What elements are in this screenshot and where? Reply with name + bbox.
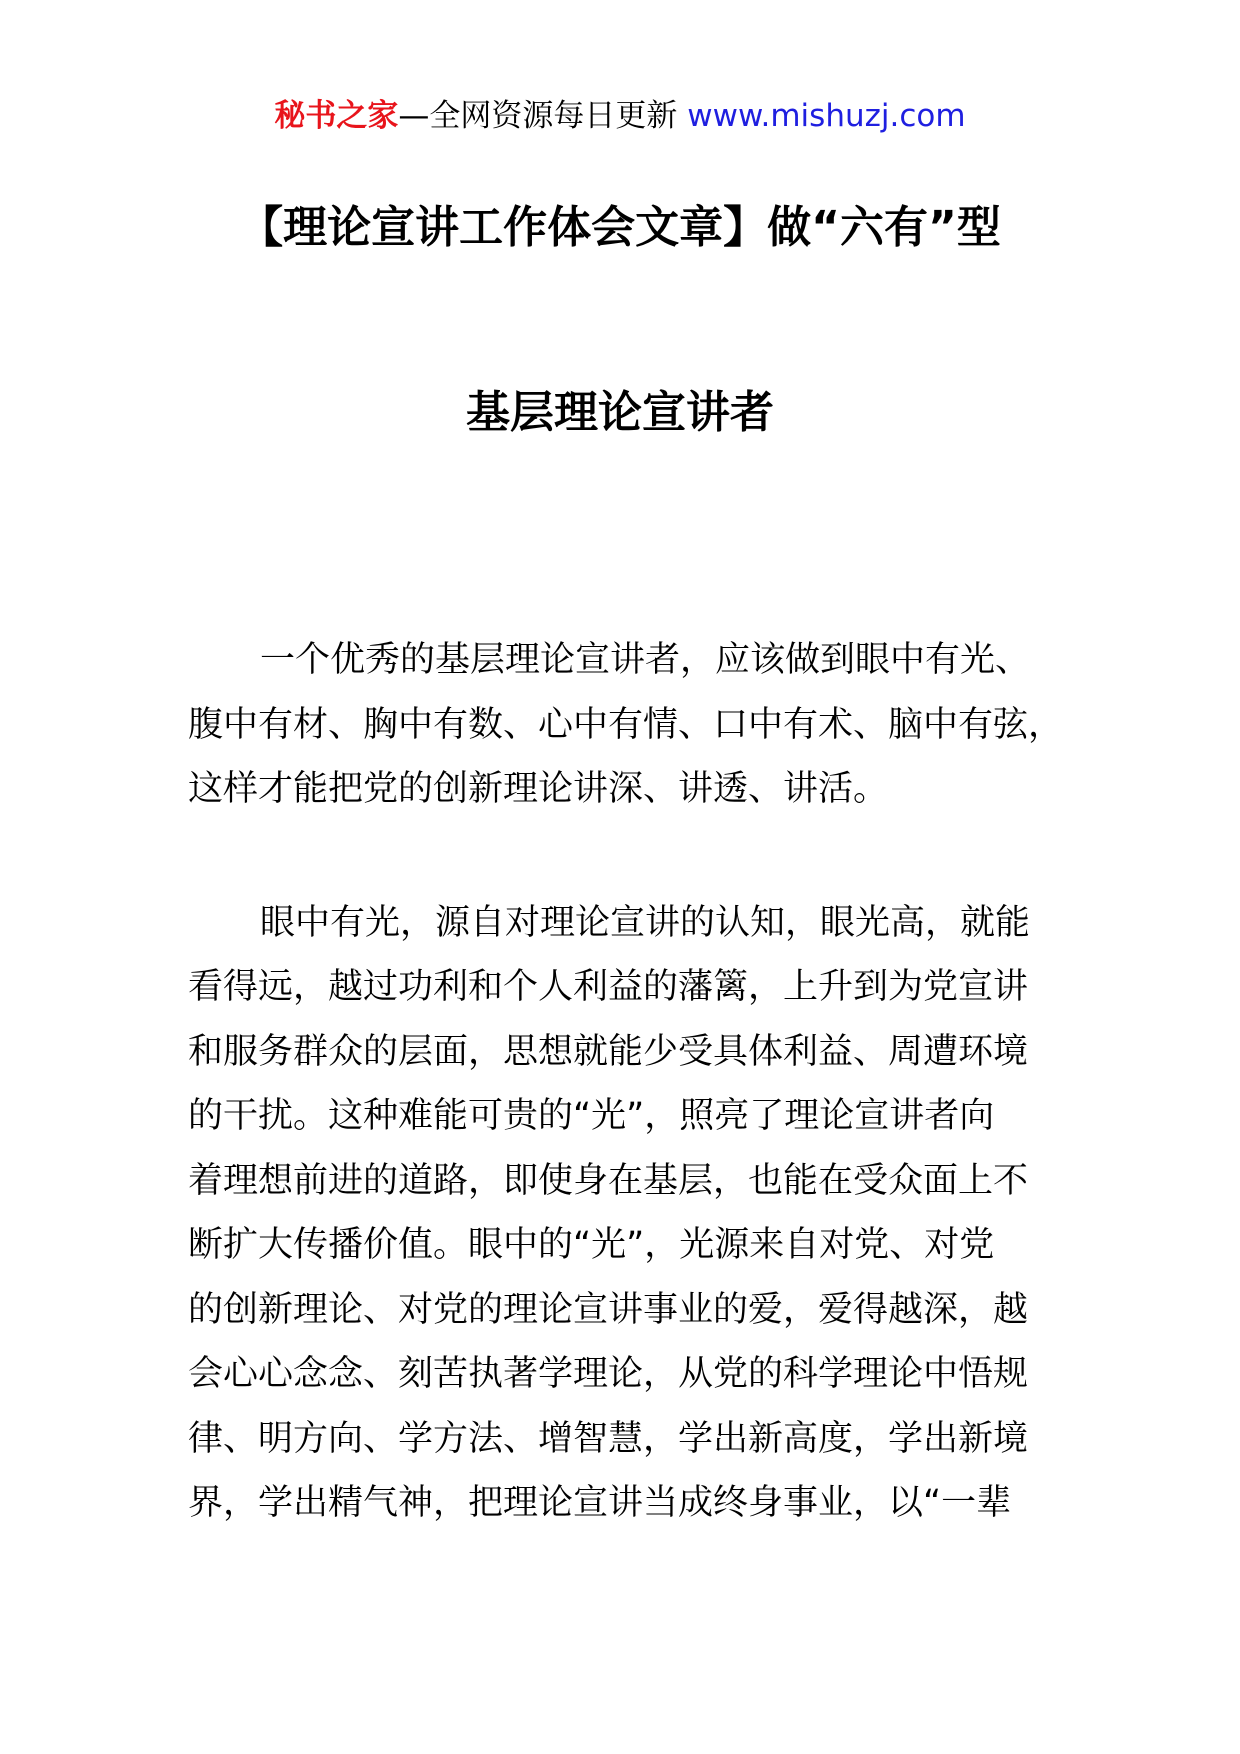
paragraph-line: 眼中有光，源自对理论宣讲的认知，眼光高，就能 xyxy=(260,902,1031,943)
paragraph-line: 这样才能把党的创新理论讲深、讲透、讲活。 xyxy=(188,769,889,809)
paragraph-1 xyxy=(188,628,1064,822)
site-header xyxy=(0,96,1240,136)
document-body xyxy=(188,628,1064,1536)
paragraph-2 xyxy=(188,891,1058,1536)
paragraph-line: 一个优秀的基层理论宣讲者，应该做到眼中有光、 xyxy=(260,640,1031,680)
site-url-link[interactable]: www.mishuzj.com xyxy=(687,98,966,134)
document-title-line-2: 基层理论宣讲者 xyxy=(466,387,774,438)
paragraph-line: 断扩大传播价值。眼中的“光”，光源来自对党、对党 xyxy=(188,1225,995,1265)
paragraph-line: 着理想前进的道路，即使身在基层，也能在受众面上不 xyxy=(188,1160,1029,1201)
paragraph-line: 的干扰。这种难能可贵的“光”，照亮了理论宣讲者向 xyxy=(188,1096,995,1136)
site-tagline: —全网资源每日更新 xyxy=(398,98,688,134)
site-brand: 秘书之家 xyxy=(274,98,399,134)
paragraph-line: 和服务群众的层面，思想就能少受具体利益、周遭环境 xyxy=(188,1031,1029,1072)
paragraph-line: 腹中有材、胸中有数、心中有情、口中有术、脑中有弦， xyxy=(188,704,1064,745)
document-title-line-1: 【理论宣讲工作体会文章】做“六有”型 xyxy=(239,202,1001,253)
paragraph-line: 界，学出精气神，把理论宣讲当成终身事业，以“一辈 xyxy=(188,1483,1012,1523)
paragraph-line: 会心心念念、刻苦执著学理论，从党的科学理论中悟规 xyxy=(188,1354,1029,1394)
paragraph-line: 的创新理论、对党的理论宣讲事业的爱，爱得越深，越 xyxy=(188,1289,1029,1330)
paragraph-line: 看得远，越过功利和个人利益的藩篱，上升到为党宣讲 xyxy=(188,967,1029,1007)
paragraph-line: 律、明方向、学方法、增智慧，学出新高度，学出新境 xyxy=(188,1418,1029,1459)
